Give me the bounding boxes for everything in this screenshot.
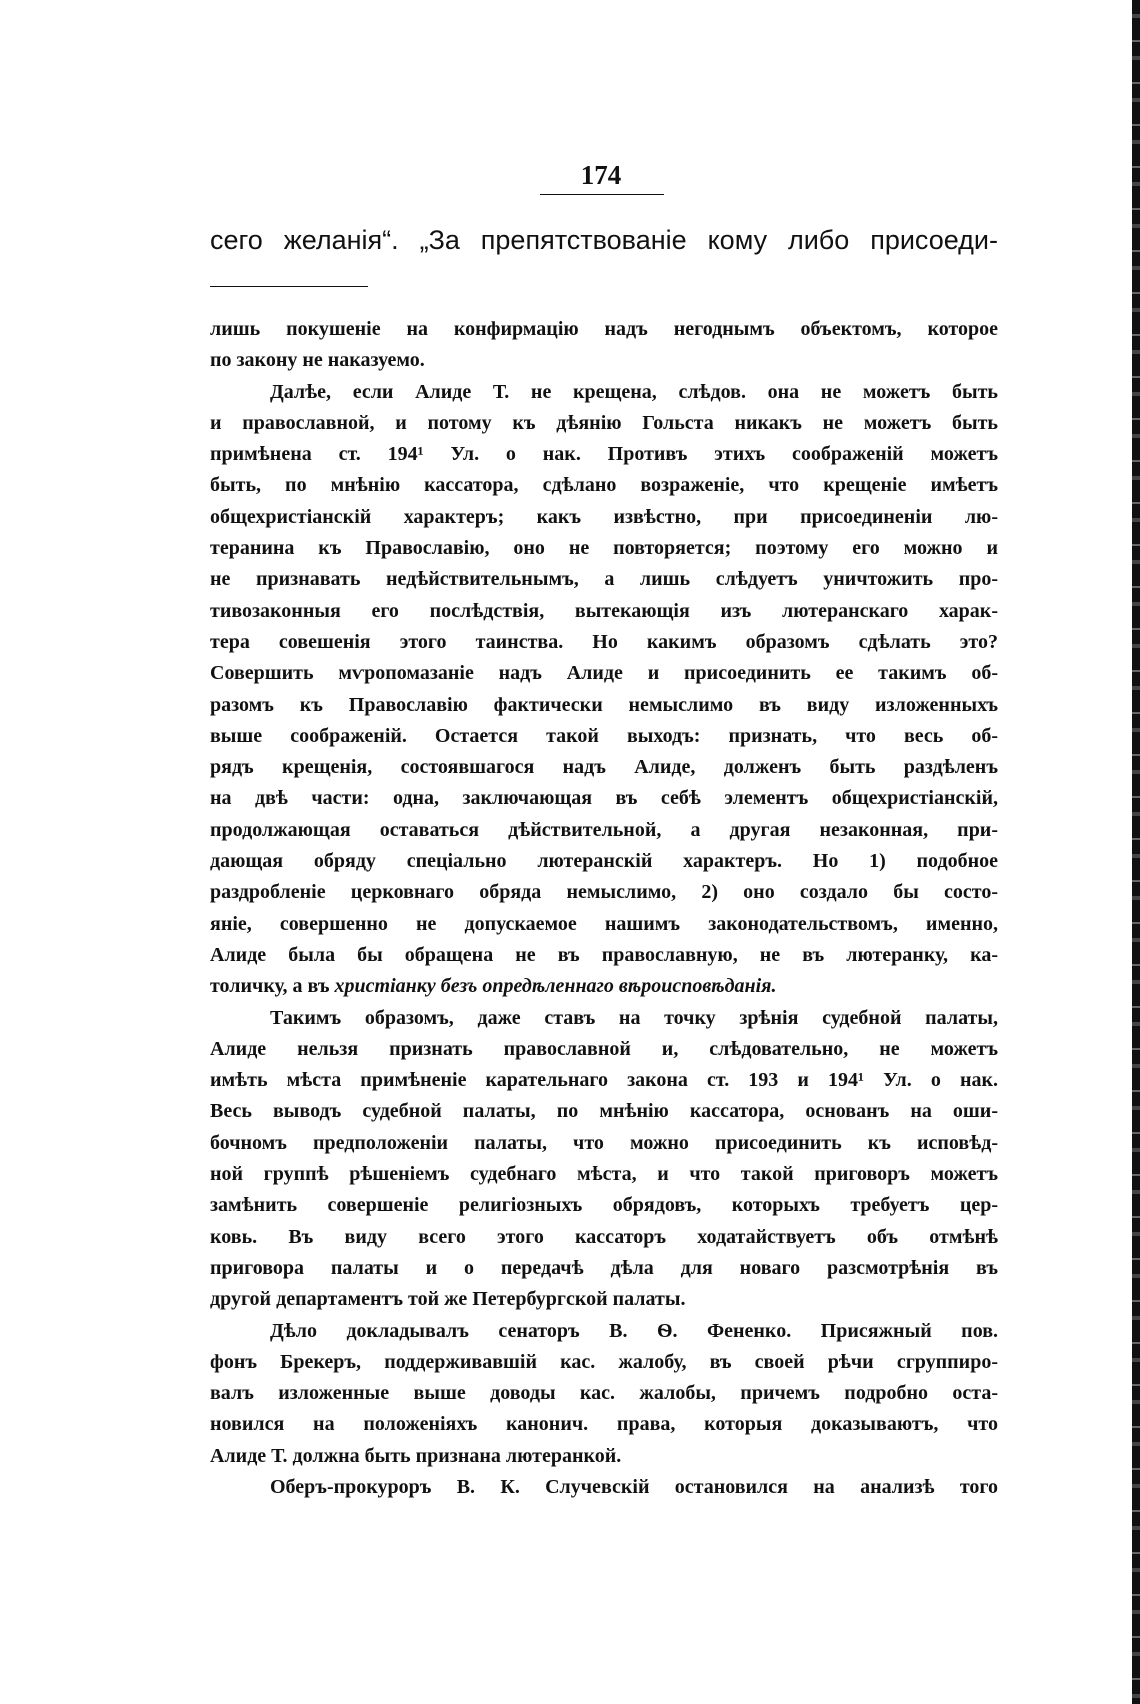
footnote-rule	[210, 286, 368, 287]
paragraph-1-last-italic: христіанку безъ опредѣленнаго вѣроисповѣданія.	[334, 975, 777, 998]
footnote-line: лишь покушеніе на конфирмацію надъ негоднымъ объектомъ, которое	[210, 318, 998, 340]
paragraph-2-line: ковь. Въ виду всего этого кассаторъ ходатайствуетъ объ отмѣнѣ	[210, 1225, 998, 1248]
paragraph-1-line: и православной, и потому къ дѣянію Гольста никакъ не можетъ быть	[210, 411, 998, 434]
paragraph-2-line: приговора палаты и о передачѣ дѣла для новаго разсмотрѣнія въ	[210, 1256, 998, 1279]
paragraph-2-line: Весь выводъ судебной палаты, по мнѣнію кассатора, основанъ на оши-	[210, 1100, 998, 1123]
paragraph-1-line: тивозаконныя его послѣдствія, вытекающія изъ лютеранскаго харак-	[210, 599, 998, 622]
paragraph-1-line: выше соображеній. Остается такой выходъ: признать, что весь об-	[210, 724, 998, 747]
paragraph-2-line: другой департаментъ той же Петербургской палаты.	[210, 1288, 686, 1311]
paragraph-2-line: Алиде нельзя признать православной и, слѣдовательно, не можетъ	[210, 1037, 998, 1060]
paragraph-1-line: разомъ къ Православію фактически немыслимо въ виду изложенныхъ	[210, 693, 998, 716]
paragraph-2-line: Такимъ образомъ, даже ставъ на точку зрѣнія судебной палаты,	[270, 1006, 998, 1029]
paragraph-2-line: имѣть мѣста примѣненіе карательнаго закона ст. 193 и 194¹ Ул. о нак.	[210, 1069, 998, 1092]
paragraph-1-last-plain: толичку, а въ	[210, 975, 335, 998]
paragraph-2-line: ной группѣ рѣшеніемъ судебнаго мѣста, и что такой приговоръ можетъ	[210, 1163, 998, 1186]
paragraph-1-line: примѣнена ст. 194¹ Ул. о нак. Противъ этихъ соображеній можетъ	[210, 443, 998, 466]
paragraph-1-line: дающая обряду спеціально лютеранскій характеръ. Но 1) подобное	[210, 850, 998, 873]
paragraph-1-line: теранина къ Православію, оно не повторяется; поэтому его можно и	[210, 537, 998, 560]
paragraph-1-line: яніе, совершенно не допускаемое нашимъ законодательствомъ, именно,	[210, 912, 998, 935]
paragraph-3-line: фонъ Брекеръ, поддерживавшій кас. жалобу, въ своей рѣчи сгруппиро-	[210, 1350, 998, 1373]
paragraph-3-line: Дѣло докладывалъ сенаторъ В. Ѳ. Фененко. Присяжный пов.	[270, 1319, 998, 1342]
page-number: 174	[580, 160, 622, 190]
top-line: сего желанія“. „За препятствованіе кому либо присоеди-	[210, 225, 998, 255]
paragraph-4-line: Оберъ-прокуроръ В. К. Случевскій остановился на анализѣ того	[270, 1475, 998, 1498]
paragraph-1-line: раздробленіе церковнаго обряда немыслимо, 2) оно создало бы состо-	[210, 881, 998, 904]
header-rule	[540, 194, 664, 195]
paragraph-1-line: не признавать недѣйствительнымъ, а лишь слѣдуетъ уничтожить про-	[210, 568, 998, 591]
footnote-line: по закону не наказуемо.	[210, 349, 425, 372]
paragraph-1-line: общехристіанскій характеръ; какъ извѣстно, при присоединеніи лю-	[210, 505, 998, 528]
paragraph-3-line: Алиде Т. должна быть признана лютеранкой.	[210, 1444, 622, 1467]
paragraph-1-line: продолжающая оставаться дѣйствительной, а другая незаконная, при-	[210, 818, 998, 841]
body-text	[210, 314, 998, 1503]
paragraph-1-line: на двѣ части: одна, заключающая въ себѣ элементъ общехристіанскій,	[210, 787, 998, 810]
paragraph-1-last-line	[210, 971, 998, 1002]
paragraph-1-line: Совершить мѵропомазаніе надъ Алиде и присоединить ее такимъ об-	[210, 662, 998, 685]
paragraph-2-line: замѣнить совершеніе религіозныхъ обрядовъ, которыхъ требуетъ цер-	[210, 1194, 998, 1217]
paragraph-1-line: Алиде была бы обращена не въ православную, не въ лютеранку, ка-	[210, 943, 998, 966]
paragraph-1-line: рядъ крещенія, состоявшагося надъ Алиде, долженъ быть раздѣленъ	[210, 756, 998, 779]
paragraph-1-line: быть, по мнѣнію кассатора, сдѣлано возраженіе, что крещеніе имѣетъ	[210, 474, 998, 497]
paragraph-3-line: новился на положеніяхъ канонич. права, которыя доказываютъ, что	[210, 1413, 998, 1436]
scan-edge	[1132, 0, 1140, 1704]
paragraph-3-line: валъ изложенные выше доводы кас. жалобы, причемъ подробно оста-	[210, 1382, 998, 1405]
paragraph-1-line: тера совешенія этого таинства. Но какимъ образомъ сдѣлать это?	[210, 630, 998, 653]
paragraph-1-line: Далѣе, если Алиде Т. не крещена, слѣдов. она не можетъ быть	[270, 380, 998, 403]
paragraph-2-line: бочномъ предположеніи палаты, что можно присоединить къ исповѣд-	[210, 1131, 998, 1154]
